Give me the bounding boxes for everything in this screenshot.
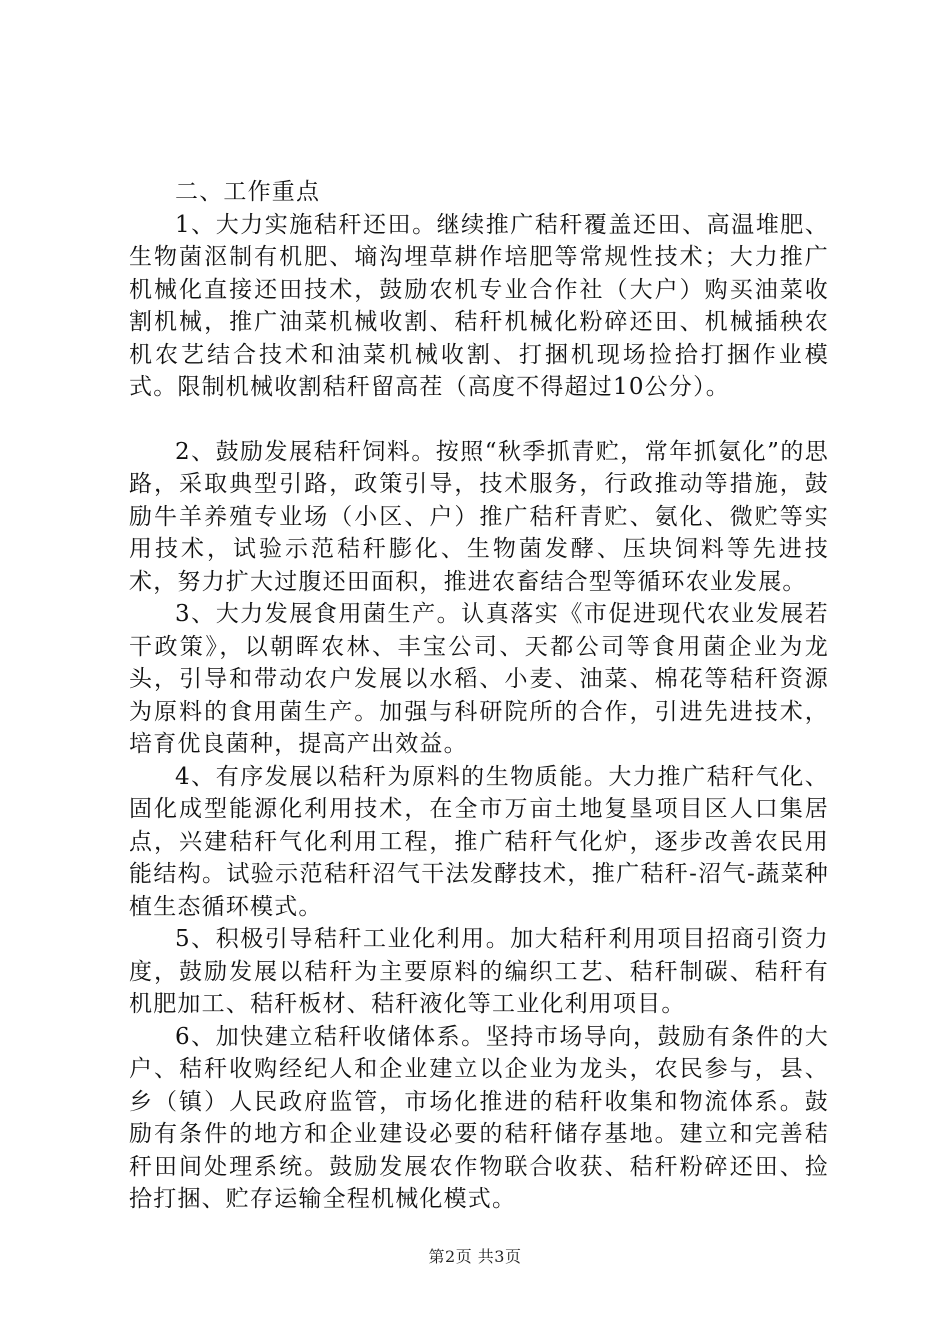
paragraph-2: 2、鼓励发展秸秆饲料。按照“秋季抓青贮，常年抓氨化”的思路，采取典型引路，政策引导，技术服务，行政推动等措施，鼓励牛羊养殖专业场（小区、户）推广秸秆青贮、氨化、微贮等实用技术，试验示范秸秆膨化、生物菌发酵、压块饲料等先进技术，努力扩大过腹还田面积，推进农畜结合型等循环农业发展。: [129, 438, 829, 595]
page-number-footer: 第2页 共3页: [428, 1247, 522, 1266]
paragraph-1: 1、大力实施秸秆还田。继续推广秸秆覆盖还田、高温堆肥、生物菌沤制有机肥、墒沟埋草耕作培肥等常规性技术；大力推广机械化直接还田技术，鼓励农机专业合作社（大户）购买油菜收割机械，推广油菜机械收割、秸秆机械化粉碎还田、机械插秧农机农艺结合技术和油菜机械收割、打捆机现场捡拾打捆作业模式。限制机械收割秸秆留高茬（高度不得超过10公分）。: [129, 211, 829, 400]
paragraph-6: 6、加快建立秸秆收储体系。坚持市场导向，鼓励有条件的大户、秸秆收购经纪人和企业建立以企业为龙头，农民参与，县、乡（镇）人民政府监管，市场化推进的秸秆收集和物流体系。鼓励有条件的地方和企业建设必要的秸秆储存基地。建立和完善秸秆田间处理系统。鼓励发展农作物联合收获、秸秆粉碎还田、捡拾打捆、贮存运输全程机械化模式。: [129, 1023, 829, 1212]
document-body: [129, 176, 829, 1216]
paragraph-spacer: [129, 404, 829, 436]
section-heading: 二、工作重点: [175, 179, 321, 205]
paragraph-4: 4、有序发展以秸秆为原料的生物质能。大力推广秸秆气化、固化成型能源化利用技术，在全市万亩土地复垦项目区人口集居点，兴建秸秆气化利用工程，推广秸秆气化炉，逐步改善农民用能结构。试验示范秸秆沼气干法发酵技术，推广秸秆-沼气-蔬菜种植生态循环模式。: [129, 763, 829, 920]
paragraph-5: 5、积极引导秸秆工业化利用。加大秸秆利用项目招商引资力度，鼓励发展以秸秆为主要原料的编织工艺、秸秆制碳、秸秆有机肥加工、秸秆板材、秸秆液化等工业化利用项目。: [129, 926, 829, 1017]
paragraph-3: 3、大力发展食用菌生产。认真落实《市促进现代农业发展若干政策》，以朝晖农林、丰宝公司、天都公司等食用菌企业为龙头，引导和带动农户发展以水稻、小麦、油菜、棉花等秸秆资源为原料的食用菌生产。加强与科研院所的合作，引进先进技术，培育优良菌种，提高产出效益。: [129, 601, 829, 757]
